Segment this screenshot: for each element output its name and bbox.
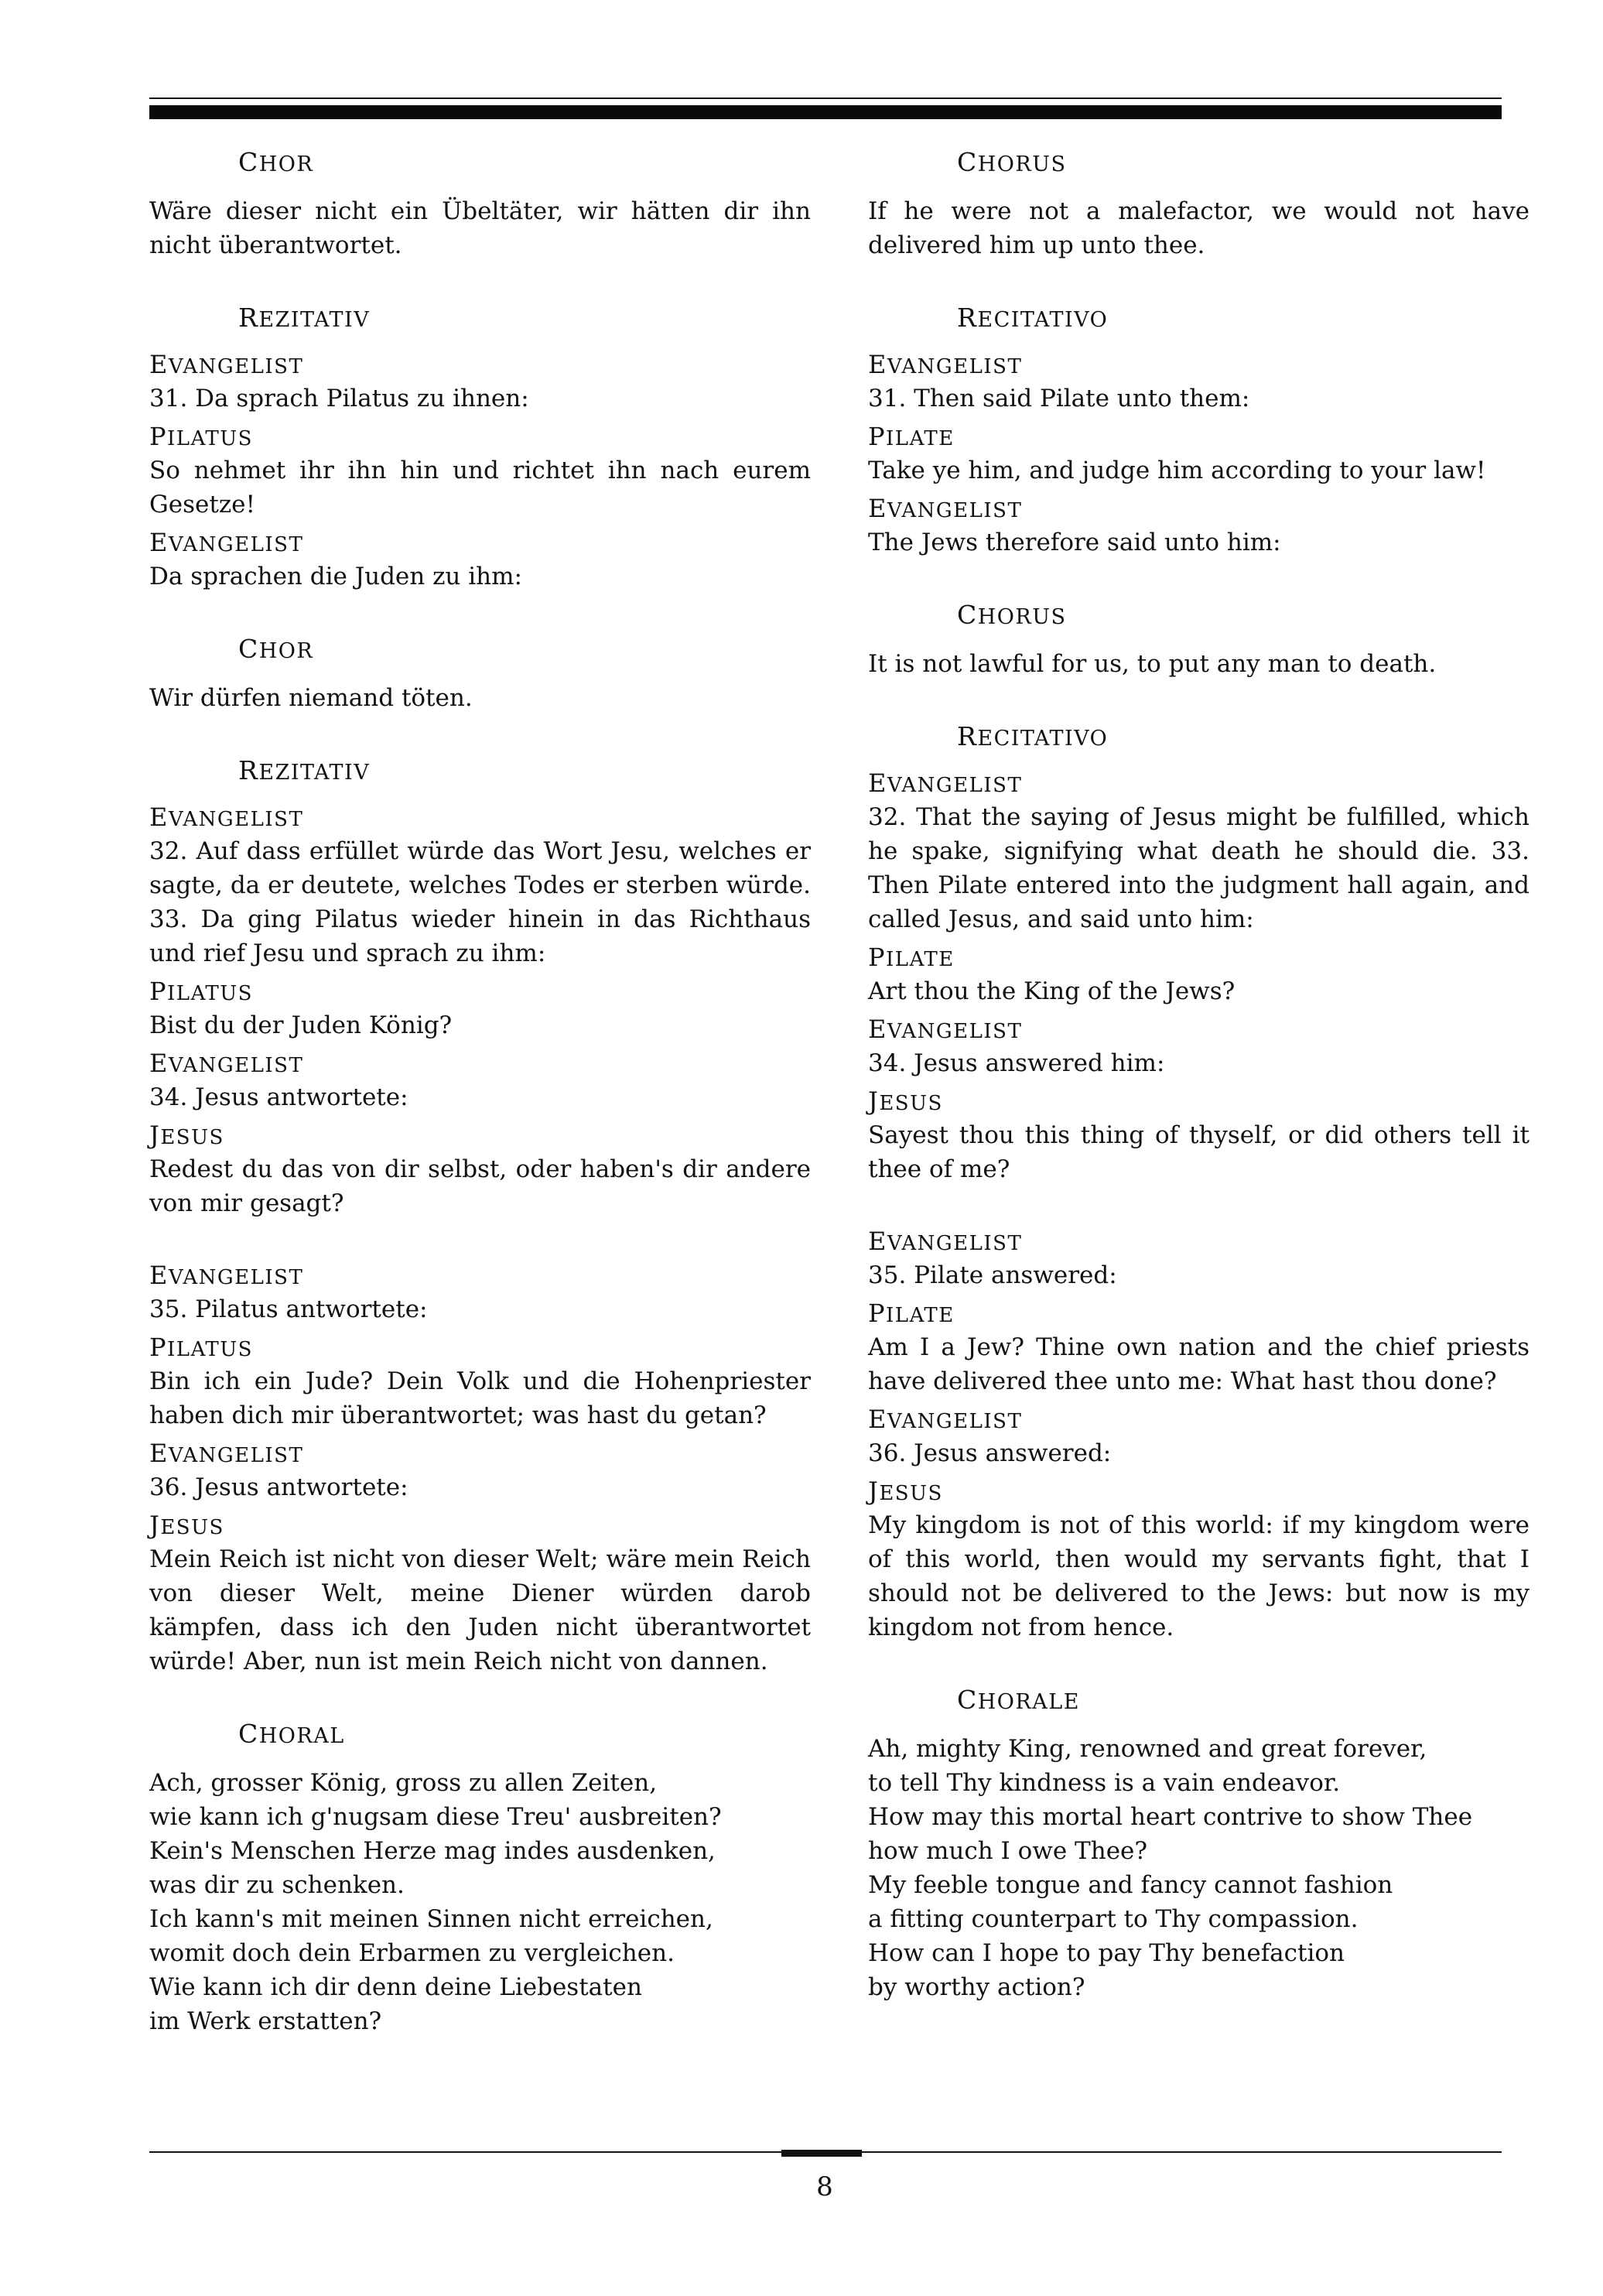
section-heading: CHORAL [238, 1719, 345, 1749]
speaker-label: EVANGELIST [868, 768, 1023, 798]
speech-text: Da sprachen die Juden zu ihm: [149, 563, 522, 590]
speaker-label: EVANGELIST [149, 1439, 304, 1468]
speech-text: Sayest thou this thing of thyself, or did others tell it thee of me? [868, 1121, 1530, 1183]
speaker-label: EVANGELIST [149, 802, 304, 832]
english-column [868, 147, 1530, 2004]
speaker-label: PILATUS [149, 977, 253, 1006]
speech-text: 36. Jesus antwortete: [149, 1473, 408, 1501]
verse-line: Ach, grosser König, gross zu allen Zeiten, [149, 1769, 658, 1797]
speech-text: Bin ich ein Jude? Dein Volk und die Hohenpriester haben dich mir überantwortet; was hast du getan? [149, 1367, 811, 1429]
speech-text: 31. Then said Pilate unto them: [868, 385, 1250, 412]
speaker-label: JESUS [868, 1086, 943, 1116]
rezitativ-section-2 [149, 755, 811, 1220]
verse-line: Ah, mighty King, renowned and great forever, [868, 1735, 1427, 1763]
recitativo-section-1 [868, 303, 1530, 559]
speaker-label: EVANGELIST [149, 1261, 304, 1290]
section-heading: RECITATIVO [957, 721, 1109, 751]
speech-text: 36. Jesus answered: [868, 1439, 1112, 1467]
chor-text: Wäre dieser nicht ein Übeltäter, wir hätten dir ihn nicht überantwortet. [149, 197, 811, 259]
speech-text: Take ye him, and judge him according to your law! [868, 457, 1486, 484]
verse-line: Kein's Menschen Herze mag indes ausdenken, [149, 1837, 716, 1865]
speaker-label: EVANGELIST [868, 1015, 1023, 1044]
speech-text: Art thou the King of the Jews? [868, 977, 1236, 1005]
verse-line: How can I hope to pay Thy benefaction [868, 1939, 1345, 1967]
chorus-section-1 [868, 147, 1530, 262]
speaker-label: PILATUS [149, 1333, 253, 1362]
footer-mark [781, 2150, 862, 2157]
speech-text: Redest du das von dir selbst, oder haben's dir andere von mir gesagt? [149, 1155, 811, 1217]
rezitativ-section-1 [149, 303, 811, 594]
speech-text: 35. Pilatus antwortete: [149, 1295, 428, 1323]
speaker-label: PILATE [868, 1299, 955, 1328]
verse-line: im Werk erstatten? [149, 2007, 382, 2035]
verse-line: How may this mortal heart contrive to show Thee [868, 1803, 1473, 1831]
verse-line: Wie kann ich dir denn deine Liebestaten [149, 1973, 642, 2001]
section-heading: CHOR [238, 147, 314, 177]
verse-line: to tell Thy kindness is a vain endeavor. [868, 1769, 1341, 1797]
chorus-section-2 [868, 600, 1530, 681]
speaker-label: EVANGELIST [149, 528, 304, 557]
chorus-text: It is not lawful for us, to put any man to death. [868, 650, 1437, 678]
header-rule-thin [149, 98, 1502, 99]
chor-text: Wir dürfen niemand töten. [149, 684, 473, 712]
verse-line: Ich kann's mit meinen Sinnen nicht erreichen, [149, 1905, 713, 1933]
speaker-label: PILATE [868, 422, 955, 451]
verse-line: was dir zu schenken. [149, 1871, 405, 1899]
verse-line: My feeble tongue and fancy cannot fashion [868, 1871, 1393, 1899]
section-heading: RECITATIVO [957, 303, 1109, 333]
verse-line: a fitting counterpart to Thy compassion. [868, 1905, 1359, 1933]
speech-text: The Jews therefore said unto him: [868, 529, 1281, 556]
section-heading: CHORUS [957, 147, 1067, 177]
speaker-label: JESUS [149, 1511, 224, 1540]
speaker-label: JESUS [868, 1476, 943, 1506]
verse-line: womit doch dein Erbarmen zu vergleichen. [149, 1939, 675, 1967]
section-heading: CHORALE [957, 1685, 1080, 1715]
section-heading: REZITATIV [238, 755, 371, 785]
speaker-label: PILATUS [149, 422, 253, 451]
speech-text: So nehmet ihr ihn hin und richtet ihn nach eurem Gesetze! [149, 457, 811, 518]
speaker-label: EVANGELIST [149, 350, 304, 379]
speech-text: Mein Reich ist nicht von dieser Welt; wäre mein Reich von dieser Welt, meine Diener würden darob kämpfen, dass ich den Juden nicht überantwortet würde! Aber, nun ist mein Reich nicht von dannen. [149, 1545, 811, 1675]
speaker-label: EVANGELIST [868, 350, 1023, 379]
chorale-section [868, 1685, 1530, 2004]
speaker-label: PILATE [868, 943, 955, 972]
speech-text: 31. Da sprach Pilatus zu ihnen: [149, 385, 529, 412]
speaker-label: EVANGELIST [149, 1049, 304, 1078]
rezitativ-section-3 [149, 1261, 811, 1678]
speaker-label: JESUS [149, 1121, 224, 1150]
chor-section-1 [149, 147, 811, 262]
page-number: 8 [816, 2171, 833, 2202]
speech-text: 32. Auf dass erfüllet würde das Wort Jesu, welches er sagte, da er deutete, welches Todes er sterben würde. 33. Da ging Pilatus wieder hinein in das Richthaus und rief Jesu und sprach zu ihm: [149, 837, 811, 967]
speech-text: Am I a Jew? Thine own nation and the chief priests have delivered thee unto me: What hast thou done? [868, 1333, 1530, 1395]
choral-section [149, 1719, 811, 2038]
verse-line: by worthy action? [868, 1973, 1085, 2001]
speaker-label: EVANGELIST [868, 1405, 1023, 1434]
header-rule-thick [149, 105, 1502, 119]
speech-text: My kingdom is not of this world: if my kingdom were of this world, then would my servants fight, that I should not be delivered to the Jews: but now is my kingdom not from hence. [868, 1511, 1530, 1641]
speaker-label: EVANGELIST [868, 494, 1023, 523]
section-heading: REZITATIV [238, 303, 371, 333]
german-column [149, 147, 811, 2038]
speech-text: 32. That the saying of Jesus might be fulfilled, which he spake, signifying what death he should die. 33. Then Pilate entered into the judgment hall again, and called Jesus, and said unto him: [868, 803, 1530, 933]
speech-text: 34. Jesus antwortete: [149, 1083, 408, 1111]
verse-line: how much I owe Thee? [868, 1837, 1148, 1865]
chor-section-2 [149, 634, 811, 715]
section-heading: CHORUS [957, 600, 1067, 630]
speech-text: Bist du der Juden König? [149, 1011, 453, 1039]
section-heading: CHOR [238, 634, 314, 664]
chorus-text: If he were not a malefactor, we would not have delivered him up unto thee. [868, 197, 1530, 259]
recitativo-section-2 [868, 721, 1530, 1186]
verse-line: wie kann ich g'nugsam diese Treu' ausbreiten? [149, 1803, 722, 1831]
speaker-label: EVANGELIST [868, 1227, 1023, 1256]
speech-text: 35. Pilate answered: [868, 1261, 1117, 1289]
recitativo-section-3 [868, 1227, 1530, 1644]
speech-text: 34. Jesus answered him: [868, 1049, 1165, 1077]
